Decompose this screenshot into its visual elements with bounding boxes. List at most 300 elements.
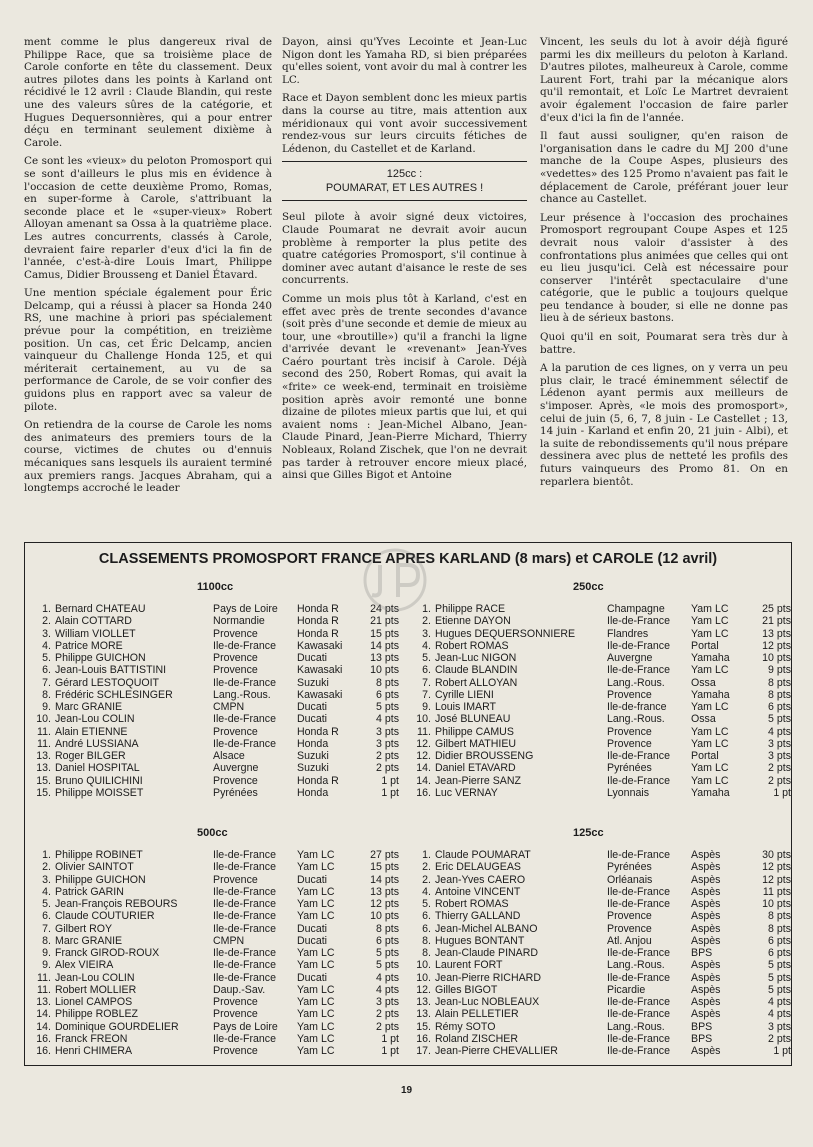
rank-cell: 13. [36,762,51,775]
rider-cell: Jean-Pierre SANZ [435,774,521,787]
article-paragraph: Race et Dayon semblent donc les mieux partis dans la course au titre, mais attention aux méridionaux qui vont avoir successivement rendez-vous sur leurs circuits fétiches de Lédenon, du Castellet et de Karland. [282,92,527,155]
region-cell: Provence [607,737,652,750]
article-paragraph: Ce sont les «vieux» du peloton Promosport qui se sont d'ailleurs le plus mis en évidence à l'occasion de cette deuxième Promo, Romas, en super-forme à Carole, s'attribuant la seconde place et le «super-vieux» Robert Alloyan amenant sa Ossa à la quatrième place. Les autres concurrents, classés à Carole, devraient faire reparler d'eux d'ici la fin de l'année, c'est-à-dire Louis Imart, Philippe Camus, Didier Brousseng et Daniel Étavard. [24,155,272,281]
ranking-row [25,603,399,615]
region-cell: Ile-de-France [607,971,670,984]
points-cell: 2 pts [768,774,791,787]
ranking-row [25,996,399,1008]
region-cell: Pays de Loire [213,603,278,615]
rank-cell: 16. [416,1032,431,1045]
region-cell: Pyrénées [607,762,652,775]
rider-cell: Philippe CAMUS [435,725,514,738]
rider-cell: Alain PELLETIER [435,1008,519,1021]
bike-cell: Honda R [297,603,339,615]
region-cell: Ile-de-france [607,701,667,713]
rider-cell: Robert ROMAS [435,898,509,910]
bike-cell: Yam LC [691,615,729,628]
region-cell: Provence [213,652,258,664]
rank-cell: 11. [37,737,51,750]
bike-cell: Ducati [297,934,328,947]
region-cell: Provence [213,873,258,886]
region-cell: Ile-de-France [607,774,670,787]
bike-cell: BPS [691,1032,713,1045]
page-number: 19 [400,1085,413,1096]
bike-cell: Yam LC [691,603,729,615]
region-cell: Provence [607,910,652,923]
rank-cell: 2. [422,861,431,874]
ranking-row [25,787,399,799]
points-cell: 4 pts [768,725,791,738]
bike-cell: Ducati [297,701,328,713]
bike-cell: Yam LC [297,947,335,959]
points-cell: 2 pts [376,1020,399,1033]
region-cell: Provence [213,774,258,787]
ranking-row [405,849,791,861]
region-cell: Ile-de-France [213,971,276,984]
rank-cell: 4. [422,885,431,898]
ranking-row [25,923,399,935]
article-paragraph: ment comme le plus dangereux rival de Philippe Race, que sa troisième place de Carole conforte en tête du classement. Deux autres pilotes dans les points à Karland ont récidivé le 12 avril : Claude Blandin, qui reste une des valeurs sûres de la catégorie, et Hugues Dequersonnières, qui a pour entrer déçu en terminant seulement dixième à Carole. [24,36,272,149]
rider-cell: Bernard CHATEAU [55,603,146,615]
ranking-row [25,628,399,640]
ranking-row [25,762,399,774]
bike-cell: Portal [691,639,719,652]
points-cell: 8 pts [768,688,791,701]
points-cell: 27 pts [370,849,399,861]
rank-cell: 3. [42,627,51,640]
points-cell: 6 pts [376,688,399,701]
ranking-row [25,1033,399,1045]
article-paragraph: Dayon, ainsi qu'Yves Lecointe et Jean-Luc Nigon dont les Yamaha RD, si bien préparées qu'elles soient, vont avoir du mal à contrer les LC. [282,36,527,86]
jp-stamp-icon [350,545,440,615]
ranking-row [25,615,399,627]
ranking-row [25,849,399,861]
rank-cell: 4. [42,639,51,652]
rider-cell: Jean-Luc NOBLEAUX [435,996,540,1008]
region-cell: Ile-de-France [213,639,276,652]
rider-cell: Marc GRANIE [55,701,123,713]
ranking-row [405,603,791,615]
rank-cell: 9. [422,701,431,713]
region-cell: Ile-de-France [213,885,276,898]
bike-cell: Ducati [297,873,328,886]
ranking-row [405,972,791,984]
points-cell: 14 pts [370,639,399,652]
region-cell: Alsace [213,750,245,762]
rider-cell: William VIOLLET [55,627,136,640]
ranking-row [405,874,791,886]
rider-cell: Alex VIEIRA [55,959,114,972]
region-cell: Provence [213,725,258,738]
bike-cell: Yam LC [691,774,729,787]
section-heading-line-1: 125cc : [386,168,423,181]
points-cell: 1 pt [773,786,791,799]
bike-cell: Aspès [691,959,721,972]
rank-cell: 2. [422,873,431,886]
bike-cell: Ducati [297,652,328,664]
bike-cell: Honda R [297,615,339,628]
region-cell: Ile-de-France [213,676,276,689]
rider-cell: Philippe GUICHON [55,652,146,664]
ranking-row [25,677,399,689]
ranking-row [25,898,399,910]
points-cell: 8 pts [768,910,791,923]
rank-cell: 17. [416,1045,431,1057]
rider-cell: Gilles BIGOT [435,983,498,996]
rankings-title: CLASSEMENTS PROMOSPORT FRANCE APRES KARLAND (8 mars) et CAROLE (12 avril) [98,551,718,567]
article-paragraph: Une mention spéciale également pour Éric Delcamp, qui a réussi à placer sa Honda 240 RS, une machine à priori pas spécialement prévue pour la compétition, en treizième position. Un cas, cet Éric Delcamp, ancien vainqueur du Challenge Honda 125, et qui mériterait certainement, au vu de sa performance de Carole, de se voir confier des guidons plus en rapport avec sa valeur de pilote. [24,287,272,413]
region-cell: Ile-de-France [213,898,276,910]
rank-cell: 7. [422,688,431,701]
points-cell: 3 pts [768,750,791,762]
ranking-row [405,1008,791,1020]
article-column-1 [24,36,272,501]
rider-cell: Didier BROUSSENG [435,750,534,762]
region-cell: Normandie [213,615,265,628]
points-cell: 4 pts [376,971,399,984]
rider-cell: Robert ROMAS [435,639,509,652]
ranking-table-250cc [405,603,791,799]
ranking-row [405,947,791,959]
rank-cell: 3. [42,873,51,886]
bike-cell: Ossa [691,676,716,689]
article-paragraph: Quoi qu'il en soit, Poumarat sera très dur à battre. [540,331,788,356]
region-cell: Ile-de-France [213,861,276,874]
bike-cell: Honda R [297,627,339,640]
bike-cell: Ducati [297,713,328,726]
points-cell: 4 pts [768,996,791,1008]
points-cell: 3 pts [376,737,399,750]
ranking-row [25,640,399,652]
rank-cell: 6. [42,910,51,923]
ranking-row [25,910,399,922]
region-cell: Ile-de-France [607,1008,670,1021]
rank-cell: 8. [42,688,51,701]
bike-cell: Yam LC [691,664,729,677]
bike-cell: Aspès [691,934,721,947]
region-cell: Ile-de-France [607,664,670,677]
rank-cell: 7. [42,676,51,689]
rider-cell: Franck GIROD-ROUX [55,947,160,959]
rider-cell: Patrick GARIN [55,885,124,898]
ranking-row [405,984,791,996]
bike-cell: Yam LC [297,885,335,898]
rank-cell: 10. [416,959,431,972]
ranking-table-125cc [405,849,791,1057]
rank-cell: 9. [42,959,51,972]
region-cell: Lyonnais [607,786,650,799]
bike-cell: Yam LC [691,762,729,775]
rider-cell: Daniel ETAVARD [435,762,516,775]
article-column-2-top [282,36,527,155]
points-cell: 2 pts [768,1032,791,1045]
region-cell: Pays de Loire [213,1020,278,1033]
region-cell: Provence [213,1045,258,1057]
bike-cell: Ossa [691,713,716,726]
rider-cell: Claude BLANDIN [435,664,518,677]
article-column-3 [540,36,788,494]
bike-cell: Suzuki [297,676,329,689]
points-cell: 11 pts [762,885,791,898]
rank-cell: 16. [416,786,431,799]
rank-cell: 10. [416,713,431,726]
bike-cell: Aspès [691,861,721,874]
rank-cell: 10. [36,713,51,726]
points-cell: 8 pts [376,922,399,935]
points-cell: 4 pts [768,1008,791,1021]
points-cell: 21 pts [370,615,399,628]
points-cell: 12 pts [370,898,399,910]
rider-cell: Bruno QUILICHINI [55,774,143,787]
rank-cell: 14. [36,1008,51,1021]
region-cell: Provence [607,725,652,738]
rank-cell: 8. [422,947,431,959]
rider-cell: Gilbert MATHIEU [435,737,517,750]
ranking-row [405,628,791,640]
bike-cell: Honda [297,786,329,799]
rank-cell: 8. [42,934,51,947]
ranking-row [405,640,791,652]
region-cell: Lang.-Rous. [607,959,665,972]
rider-cell: Roland ZISCHER [435,1032,519,1045]
ranking-row [405,762,791,774]
bike-cell: Yam LC [297,1032,335,1045]
region-cell: Lang.-Rous. [607,713,665,726]
rank-cell: 2. [422,615,431,628]
bike-cell: Aspès [691,849,721,861]
category-heading-250cc: 250cc [573,581,604,593]
points-cell: 15 pts [370,861,399,874]
bike-cell: Aspès [691,1045,721,1057]
region-cell: Auvergne [607,652,653,664]
rank-cell: 5. [42,652,51,664]
rider-cell: Hugues BONTANT [435,934,525,947]
ranking-row [405,615,791,627]
rider-cell: Cyrille LIENI [435,688,494,701]
rider-cell: Jean-Pierre RICHARD [435,971,541,984]
region-cell: Ile-de-France [607,898,670,910]
points-cell: 12 pts [762,873,791,886]
bike-cell: Aspès [691,898,721,910]
rider-cell: Alain ETIENNE [55,725,128,738]
ranking-row [405,1033,791,1045]
region-cell: Ile-de-France [607,1032,670,1045]
region-cell: Ile-de-France [213,947,276,959]
region-cell: CMPN [213,701,245,713]
bike-cell: Honda [297,737,329,750]
region-cell: Provence [213,996,258,1008]
bike-cell: BPS [691,1020,713,1033]
rank-cell: 11. [37,725,51,738]
rank-cell: 12. [416,750,431,762]
rank-cell: 6. [422,922,431,935]
ranking-row [25,935,399,947]
bike-cell: Yam LC [297,959,335,972]
bike-cell: Yam LC [691,737,729,750]
bike-cell: Honda R [297,774,339,787]
bike-cell: Aspès [691,983,721,996]
points-cell: 1 pt [381,774,399,787]
points-cell: 13 pts [762,627,791,640]
rider-cell: Louis IMART [435,701,497,713]
ranking-table-500cc [25,849,399,1057]
article-paragraph: Seul pilote à avoir signé deux victoires, Claude Poumarat ne devrait avoir aucun problème à remporter la plus petite des quatre catégories Promosport, s'il continue à dominer avec autant d'aisance le reste de ses concurrents. [282,211,527,287]
ranking-row [405,664,791,676]
bike-cell: Aspès [691,971,721,984]
points-cell: 5 pts [376,959,399,972]
region-cell: Provence [607,688,652,701]
region-cell: Ile-de-France [213,1032,276,1045]
points-cell: 4 pts [376,713,399,726]
points-cell: 5 pts [768,959,791,972]
ranking-row [405,750,791,762]
rank-cell: 5. [422,652,431,664]
bike-cell: Suzuki [297,750,329,762]
bike-cell: Kawasaki [297,664,343,677]
rider-cell: Claude POUMARAT [435,849,531,861]
bike-cell: Yam LC [297,1008,335,1021]
points-cell: 25 pts [762,603,791,615]
points-cell: 6 pts [376,934,399,947]
rider-cell: Jean-Claude PINARD [435,947,539,959]
bike-cell: Suzuki [297,762,329,775]
category-heading-125cc: 125cc [573,827,604,839]
points-cell: 6 pts [768,947,791,959]
rank-cell: 14. [416,762,431,775]
points-cell: 8 pts [376,676,399,689]
ranking-row [405,935,791,947]
points-cell: 2 pts [376,1008,399,1021]
points-cell: 4 pts [376,983,399,996]
rank-cell: 14. [416,774,431,787]
rider-cell: Jean-Lou COLIN [55,971,135,984]
rider-cell: Luc VERNAY [435,786,498,799]
rank-cell: 1. [42,849,51,861]
rank-cell: 10. [416,971,431,984]
bike-cell: Yam LC [297,910,335,923]
region-cell: Pyrénées [607,861,652,874]
ranking-row [25,984,399,996]
ranking-row [405,787,791,799]
rank-cell: 16. [36,1032,51,1045]
bike-cell: Yam LC [297,898,335,910]
region-cell: Lang.-Rous. [607,1020,665,1033]
bike-cell: Yamaha [691,786,730,799]
bike-cell: Yam LC [691,725,729,738]
rank-cell: 15. [416,1020,431,1033]
rider-cell: Dominique GOURDELIER [55,1020,179,1033]
rank-cell: 13. [416,1008,431,1021]
region-cell: Lang.-Rous. [607,676,665,689]
region-cell: Ile-de-France [213,737,276,750]
ranking-table-1100cc [25,603,399,799]
region-cell: Ile-de-France [213,922,276,935]
article-paragraph: On retiendra de la course de Carole les noms des animateurs des premiers tours de la course, victimes de chutes ou d'ennuis mécaniques sans lesquels ils auraient terminé aux premiers rangs. Jacques Abraham, qui a longtemps accroché le leader [24,419,272,495]
bike-cell: Yam LC [297,1045,335,1057]
points-cell: 12 pts [762,639,791,652]
rank-cell: 5. [422,898,431,910]
ranking-row [405,996,791,1008]
rider-cell: Jean-Louis BATTISTINI [55,664,167,677]
rank-cell: 2. [42,615,51,628]
rider-cell: Antoine VINCENT [435,885,521,898]
points-cell: 6 pts [768,934,791,947]
region-cell: Ile-de-France [213,910,276,923]
ranking-row [405,923,791,935]
ranking-row [25,738,399,750]
bike-cell: Aspès [691,885,721,898]
ranking-row [405,775,791,787]
bike-cell: Yam LC [297,861,335,874]
points-cell: 10 pts [762,898,791,910]
points-cell: 10 pts [370,910,399,923]
rank-cell: 1. [422,849,431,861]
points-cell: 10 pts [762,652,791,664]
article-paragraph: A la parution de ces lignes, on y verra un peu plus clair, le tracé éminemment sélectif de Lédenon ayant permis aux meilleurs de s'imposer. Après, «le mois des promosport», celui de juin (5, 6, 7, 8 juin - Le Castellet ; 13, 14 juin - Karland et enfin 20, 21 juin - Albi), et la suite de rebondissements qu'il nous prépare dessinera avec plus de netteté les profils des futurs vainqueurs des Promo 81. On en reparlera bientôt. [540,362,788,488]
rank-cell: 4. [422,639,431,652]
rank-cell: 1. [42,603,51,615]
ranking-row [405,910,791,922]
region-cell: Atl. Anjou [607,934,652,947]
points-cell: 5 pts [376,701,399,713]
rank-cell: 7. [42,922,51,935]
rank-cell: 16. [36,1045,51,1057]
bike-cell: Yamaha [691,652,730,664]
region-cell: Ile-de-France [213,849,276,861]
ranking-row [25,1008,399,1020]
ranking-row [25,689,399,701]
rank-cell: 12. [416,737,431,750]
rank-cell: 13. [36,996,51,1008]
region-cell: Daup.-Sav. [213,983,266,996]
rider-cell: Jean-Luc NIGON [435,652,517,664]
region-cell: Lang.-Rous. [213,688,271,701]
section-heading-125cc [282,161,527,201]
ranking-row [405,726,791,738]
bike-cell: Aspès [691,873,721,886]
bike-cell: Kawasaki [297,688,343,701]
ranking-row [25,947,399,959]
rank-cell: 5. [42,898,51,910]
bike-cell: Yam LC [691,627,729,640]
rider-cell: Jean-François REBOURS [55,898,178,910]
points-cell: 15 pts [370,627,399,640]
ranking-row [25,874,399,886]
rider-cell: Robert ALLOYAN [435,676,518,689]
rank-cell: 11. [37,971,51,984]
bike-cell: Portal [691,750,719,762]
rider-cell: Thierry GALLAND [435,910,521,923]
rank-cell: 4. [42,885,51,898]
points-cell: 5 pts [768,971,791,984]
region-cell: Provence [607,922,652,935]
rider-cell: Franck FREON [55,1032,128,1045]
ranking-row [25,726,399,738]
ranking-row [25,713,399,725]
points-cell: 6 pts [768,701,791,713]
region-cell: Flandres [607,627,649,640]
points-cell: 13 pts [370,652,399,664]
rank-cell: 12. [416,983,431,996]
ranking-row [405,689,791,701]
rider-cell: Roger BILGER [55,750,126,762]
points-cell: 24 pts [370,603,399,615]
ranking-row [25,1045,399,1057]
ranking-row [405,1021,791,1033]
points-cell: 21 pts [762,615,791,628]
rank-cell: 13. [36,750,51,762]
rider-cell: Philippe GUICHON [55,873,146,886]
